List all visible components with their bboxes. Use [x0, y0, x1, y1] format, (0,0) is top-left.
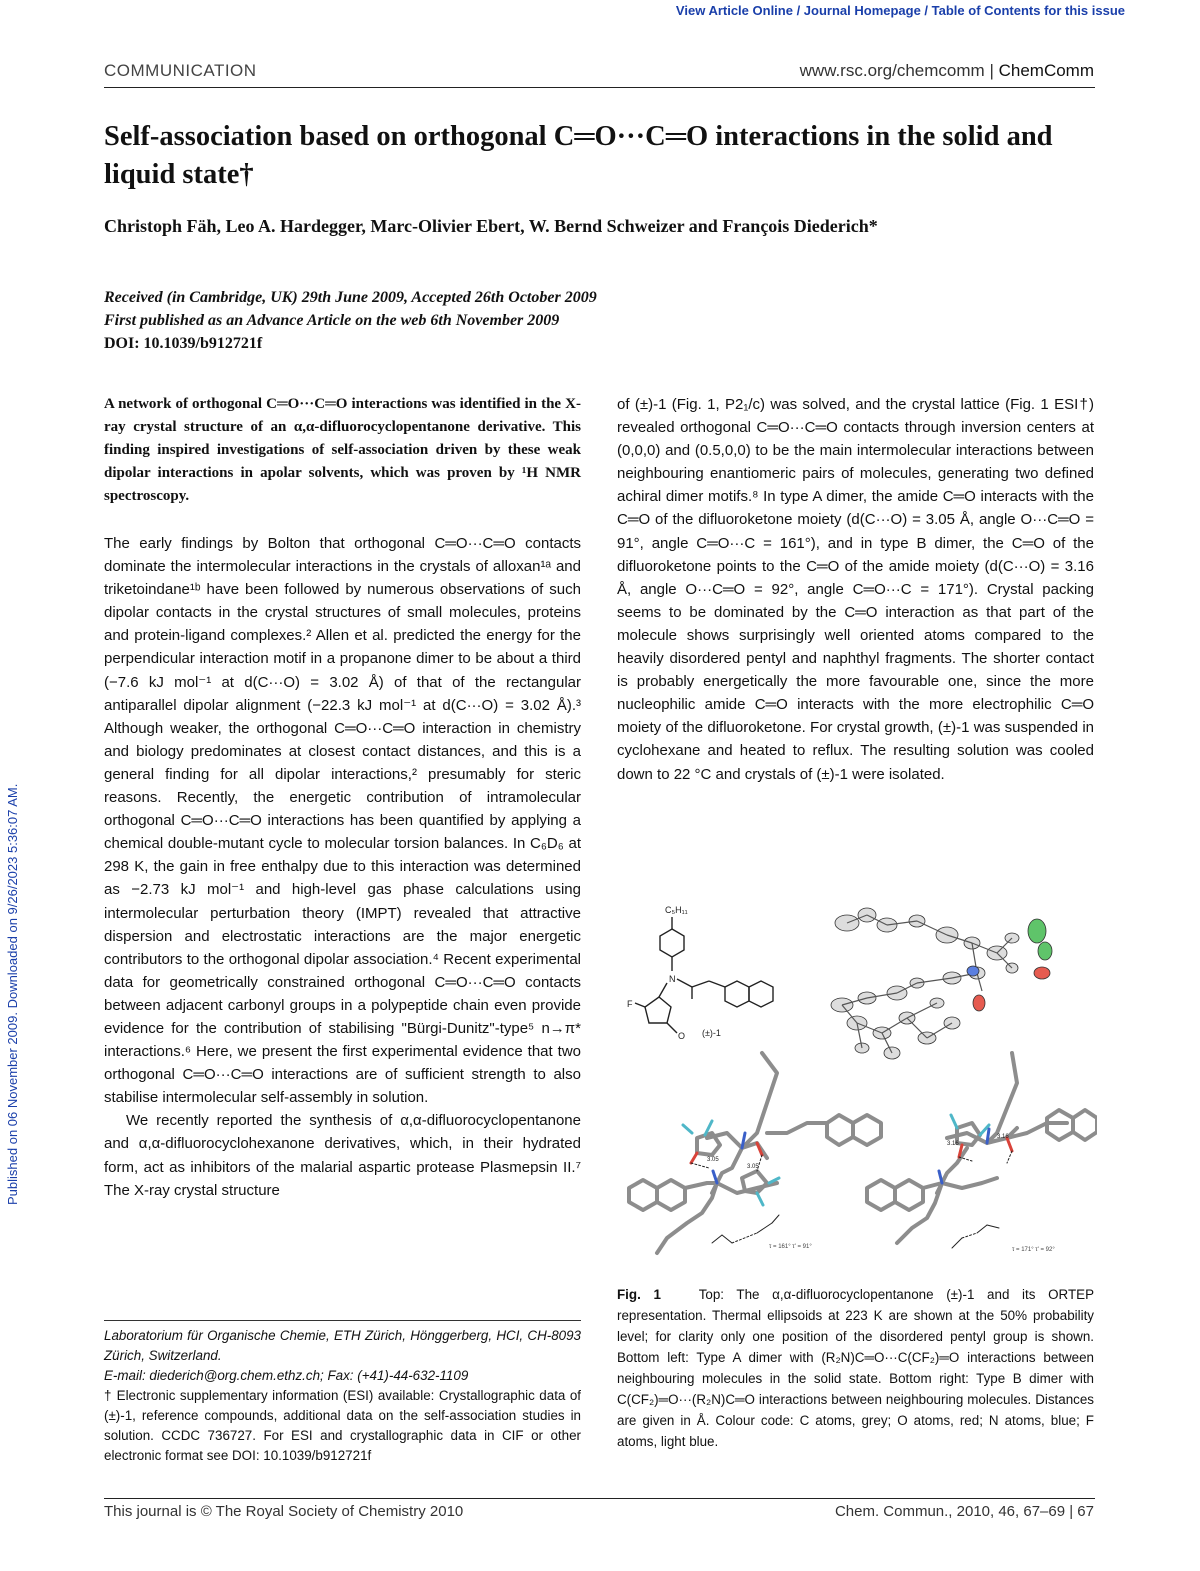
citation: Chem. Commun., 2010, 46, 67–69 | 67 [834, 1503, 1094, 1520]
oxygen-atom [973, 995, 985, 1011]
caption-label: Fig. 1 [617, 1287, 661, 1302]
distance-label: 3.16 [997, 1134, 1009, 1140]
header-rule [104, 87, 1095, 88]
angle-label: τ = 171° τ' = 92° [1012, 1247, 1055, 1253]
journal-header [800, 61, 1094, 81]
journal-name: ChemComm [998, 61, 1094, 80]
fluorine-label: F [627, 999, 633, 1009]
author-list: Christoph Fäh, Leo A. Hardegger, Marc-Olivier Ebert, W. Bernd Schweizer and François Diederich* [104, 216, 878, 236]
published-date: First published as an Advance Article on the web 6th November 2009 [104, 312, 560, 329]
ortep-representation [831, 908, 1052, 1059]
doi[interactable]: DOI: 10.1039/b912721f [104, 335, 263, 352]
section-label: COMMUNICATION [104, 61, 257, 80]
distance-label: 3.16 [947, 1141, 959, 1147]
journal-url[interactable]: www.rsc.org/chemcomm [799, 61, 985, 80]
type-b-dimer [867, 1053, 1097, 1253]
figure-1 [617, 893, 1097, 1278]
nitrogen-atom [967, 966, 979, 976]
received-date: Received (in Cambridge, UK) 29th June 2009, Accepted 26th October 2009 [104, 289, 597, 306]
body-paragraph: of (±)-1 (Fig. 1, P2₁/c) was solved, and the crystal lattice (Fig. 1 ESI†) revealed orthogonal C═O···C═O contacts through inversion centers at (0,0,0) and (0.5,0,0) to be the main intermolecular interactions between neighbouring enantiomeric pairs of molecules, generating two defined achiral dimer motifs.⁸ In type A dimer, the amide C═O interacts with the C═O of the difluoroketone moiety (d(C···O) = 3.05 Å, angle O···C═O = 91°, angle C═O···C = 161°), and in type B dimer, the C═O of the difluoroketone points to the C═O of the amide moiety (d(C···O) = 3.16 Å, angle O···C═O = 92°, angle C═O···C = 171°). Crystal packing seems to be dominated by the C═O interaction as that part of the molecule shows surprisingly well oriented atoms compared to the heavily disordered pentyl and naphthyl fragments. The shorter contact is probably energetically the more favourable one, since the more nucleophilic amide C═O interacts with the more electrophilic C═O moiety of the difluoroketone. For crystal growth, (±)-1 was suspended in cyclohexane and heated to reflux. The resulting solution was cooled down to 22 °C and crystals of (±)-1 were isolated. [617, 396, 1094, 783]
caption-text: Top: The α,α-difluorocyclopentanone (±)-1 and its ORTEP representation. Thermal ellipsoids at 223 K are shown at the 50% probability level; for clarity only one position of the disordered pentyl group is shown. Bottom left: Type A dimer with (R₂N)C═O···C(CF₂)═O interactions between neighbouring molecules in the solid state. Bottom right: Type B dimer with C(CF₂)═O···(R₂N)C═O interactions between neighbouring molecules. Distances are given in Å. Colour code: C atoms, grey; O atoms, red; N atoms, blue; F atoms, light blue. [617, 1287, 1095, 1449]
type-a-dimer [629, 1053, 881, 1253]
body-paragraph: We recently reported the synthesis of α,α-difluorocyclopentanone and α,α-difluorocyclohexanone derivatives, which, in their hydrated form, act as inhibitors of the malarial aspartic protease Plasmepsin II.⁷ The X-ray crystal structure [104, 1112, 581, 1199]
substituent-label: C₅H₁₁ [665, 905, 688, 915]
angle-label: τ = 161° τ' = 91° [769, 1244, 812, 1250]
affiliation: Laboratorium für Organische Chemie, ETH Zürich, Hönggerberg, HCI, CH-8093 Zürich, Switzerland. [104, 1328, 581, 1363]
copyright: This journal is © The Royal Society of Chemistry 2010 [104, 1503, 464, 1520]
footnote-rule [104, 1320, 581, 1321]
right-column [617, 393, 1094, 786]
esi-note: † Electronic supplementary information (ESI) available: Crystallographic data of (±)-1, reference compounds, additional data on the self-association studies in solution. CCDC 736727. For ESI and crystallographic data in CIF or other electronic format see DOI: 10.1039/b912721f [104, 1388, 581, 1463]
body-paragraph: The early findings by Bolton that orthogonal C═O···C═O contacts dominate the intermolecular interactions in the crystals of alloxan¹ᵃ and triketoindane¹ᵇ have been followed by numerous observations of such dipolar contacts in the crystal structures of small molecules, proteins and protein-ligand complexes.² Allen et al. predicted the energy for the perpendicular interaction motif in a propanone dimer to be about a third (−7.6 kJ mol⁻¹ at d(C···O) = 3.02 Å) of that of the rectangular antiparallel dipolar alignment (−22.3 kJ mol⁻¹ at d(C···O) = 3.02 Å).³ Although weaker, the orthogonal C═O···C═O interaction in chemistry and biology predominates at closest contact distances, and this is a general finding for all dipolar interactions,² presumably for steric reasons. Recently, the energetic contribution of intramolecular orthogonal C═O···C═O interactions has been quantified by applying a chemical double-mutant cycle to molecular torsion balances. In C₆D₆ at 298 K, the gain in free enthalpy due to this interaction was determined as −2.73 kJ mol⁻¹ and high-level gas phase calculations using intermolecular perturbation theory (IMPT) revealed that attractive dispersion and electrostatic interactions are the major energetic contributors to the orthogonal dipolar association.⁴ Recent experimental data for geometrically constrained orthogonal C═O···C═O contacts between adjacent carbonyl groups in a polypeptide chain even provide evidence for the contribution of stabilising "Bürgi-Dunitz"-type⁵ n→π* interactions.⁶ Here, we present the first experimental evidence that two orthogonal C═O···C═O interactions are of sufficient strength to also stabilise intermolecular self-assembly in solution. [104, 535, 581, 1107]
oxygen-atom [1034, 967, 1050, 979]
distance-label: 3.05 [747, 1164, 759, 1170]
top-links[interactable]: View Article Online / Journal Homepage / Table of Contents for this issue [675, 3, 1125, 18]
oxygen-label: O [678, 1031, 686, 1041]
footnotes [104, 1326, 581, 1466]
fluorine-atom [1038, 942, 1052, 960]
figure-caption [617, 1284, 1094, 1452]
article-title: Self-association based on orthogonal C═O···C═O interactions in the solid and liquid state† [104, 121, 1053, 190]
nitrogen-label: N [669, 974, 676, 984]
article-dates [104, 286, 1094, 355]
download-stamp: Published on 06 November 2009. Downloaded on 9/26/2023 5:36:07 AM. [5, 783, 20, 1205]
chemical-structure [627, 905, 773, 1041]
contact-email: E-mail: diederich@org.chem.ethz.ch; Fax: (+41)-44-632-1109 [104, 1368, 469, 1383]
header-separator: | [989, 61, 994, 80]
abstract: A network of orthogonal C═O···C═O interactions was identified in the X-ray crystal structure of an α,α-difluorocyclopentanone derivative. This finding inspired investigations of self-association driven by these weak dipolar interactions in apolar solvents, which was proven by ¹H NMR spectroscopy. [104, 396, 581, 504]
footer-rule [104, 1498, 1095, 1499]
fluorine-atom [1028, 919, 1046, 943]
distance-label: 3.05 [707, 1157, 719, 1163]
compound-label: (±)-1 [702, 1028, 721, 1038]
left-column [104, 532, 581, 1202]
